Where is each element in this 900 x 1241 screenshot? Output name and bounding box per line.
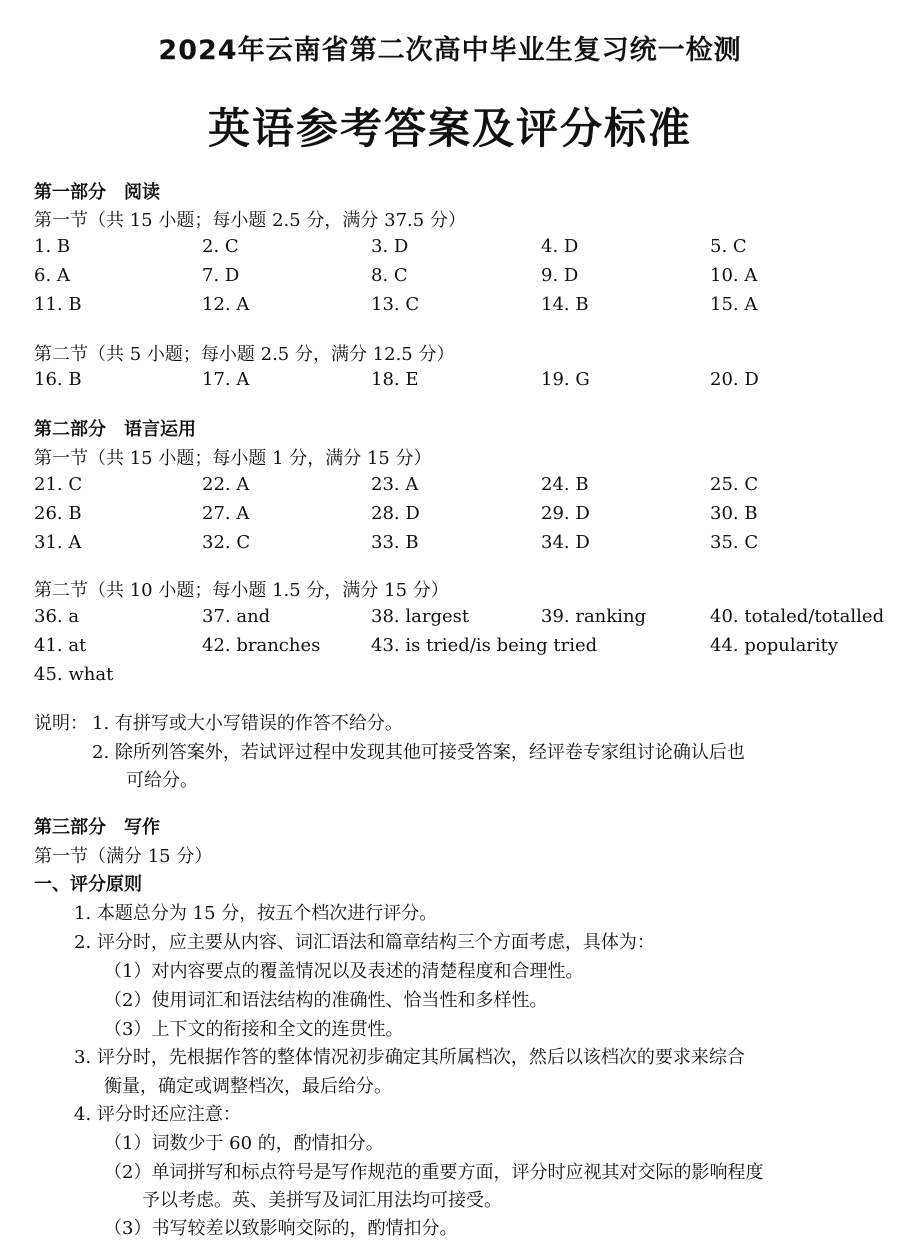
answer: 26. B [34, 503, 82, 524]
principle-line: 4. 评分时还应注意： [74, 1104, 241, 1125]
answer: 30. B [710, 503, 758, 524]
answer: 11. B [34, 294, 82, 315]
principle-line-continued: 衡量，确定或调整档次，最后给分。 [104, 1076, 392, 1097]
principle-line: 2. 评分时，应主要从内容、词汇语法和篇章结构三个方面考虑，具体为： [74, 932, 655, 953]
answer-row [34, 369, 884, 393]
part1-sec2-heading: 第二节（共 5 小题；每小题 2.5 分，满分 12.5 分） [34, 344, 455, 365]
answer: 25. C [710, 474, 759, 495]
answer: 37. and [202, 606, 271, 627]
answer: 9. D [541, 265, 579, 286]
answer: 45. what [34, 664, 114, 685]
answer: 39. ranking [541, 606, 647, 627]
answer-row [34, 503, 884, 527]
answer: 29. D [541, 503, 590, 524]
answer: 31. A [34, 532, 82, 553]
answer-row [34, 474, 884, 498]
answer: 13. C [371, 294, 420, 315]
answer: 3. D [371, 236, 409, 257]
part3-heading: 第三部分 写作 [34, 817, 160, 838]
answer: 19. G [541, 369, 590, 390]
answer-row [34, 532, 884, 556]
answer-row [34, 635, 884, 659]
answer: 16. B [34, 369, 82, 390]
answer: 35. C [710, 532, 759, 553]
principle-subline: （1）对内容要点的覆盖情况以及表述的清楚程度和合理性。 [104, 961, 584, 982]
answer: 10. A [710, 265, 758, 286]
answer: 33. B [371, 532, 419, 553]
answer: 32. C [202, 532, 251, 553]
answer: 1. B [34, 236, 71, 257]
answer: 36. a [34, 606, 80, 627]
document-title: 英语参考答案及评分标准 [207, 104, 692, 153]
answer: 4. D [541, 236, 579, 257]
principle-subline: （3）书写较差以致影响交际的，酌情扣分。 [104, 1218, 458, 1239]
answer: 23. A [371, 474, 419, 495]
answer: 38. largest [371, 606, 470, 627]
part1-sec1-heading: 第一节（共 15 小题；每小题 2.5 分，满分 37.5 分） [34, 210, 466, 231]
principle-subline: （2）使用词汇和语法结构的准确性、恰当性和多样性。 [104, 990, 548, 1011]
answer: 20. D [710, 369, 759, 390]
answer-row [34, 236, 884, 260]
answer-row [34, 294, 884, 318]
answer-row [34, 606, 884, 630]
answer: 43. is tried/is being tried [371, 635, 598, 656]
principle-line: 3. 评分时，先根据作答的整体情况初步确定其所属档次，然后以该档次的要求来综合 [74, 1047, 745, 1068]
answer: 41. at [34, 635, 87, 656]
answer: 6. A [34, 265, 70, 286]
note-item: 1. 有拼写或大小写错误的作答不给分。 [92, 713, 403, 734]
answer: 2. C [202, 236, 239, 257]
part3-sec1-heading: 第一节（满分 15 分） [34, 846, 213, 867]
answer-row [34, 664, 884, 688]
answer: 21. C [34, 474, 83, 495]
note-item: 2. 除所列答案外，若试评过程中发现其他可接受答案，经评卷专家组讨论确认后也 [92, 742, 745, 763]
note-item-continued: 可给分。 [126, 770, 198, 791]
answer: 18. E [371, 369, 419, 390]
answer: 24. B [541, 474, 589, 495]
principle-subline-continued: 予以考虑。英、美拼写及词汇用法均可接受。 [142, 1190, 502, 1211]
answer: 5. C [710, 236, 747, 257]
answer: 22. A [202, 474, 250, 495]
answer: 27. A [202, 503, 250, 524]
principle-subline: （3）上下文的衔接和全文的连贯性。 [104, 1019, 404, 1040]
answer: 15. A [710, 294, 758, 315]
answer: 40. totaled/totalled [710, 606, 885, 627]
exam-title: 2024年云南省第二次高中毕业生复习统一检测 [158, 35, 742, 66]
answer-row [34, 265, 884, 289]
answer: 42. branches [202, 635, 321, 656]
answer: 14. B [541, 294, 589, 315]
principle-subline: （1）词数少于 60 的，酌情扣分。 [104, 1133, 384, 1154]
answer: 12. A [202, 294, 250, 315]
part2-heading: 第二部分 语言运用 [34, 419, 196, 440]
part1-heading: 第一部分 阅读 [34, 182, 160, 203]
part2-sec2-heading: 第二节（共 10 小题；每小题 1.5 分，满分 15 分） [34, 580, 449, 601]
answer: 44. popularity [710, 635, 839, 656]
notes-label: 说明： [34, 713, 88, 734]
answer: 28. D [371, 503, 420, 524]
answer: 8. C [371, 265, 408, 286]
answer: 7. D [202, 265, 240, 286]
principle-line: 1. 本题总分为 15 分，按五个档次进行评分。 [74, 903, 438, 924]
principles-heading: 一、评分原则 [34, 874, 142, 895]
answer: 17. A [202, 369, 250, 390]
answer: 34. D [541, 532, 590, 553]
principle-subline: （2）单词拼写和标点符号是写作规范的重要方面，评分时应视其对交际的影响程度 [104, 1162, 764, 1183]
part2-sec1-heading: 第一节（共 15 小题；每小题 1 分，满分 15 分） [34, 448, 432, 469]
